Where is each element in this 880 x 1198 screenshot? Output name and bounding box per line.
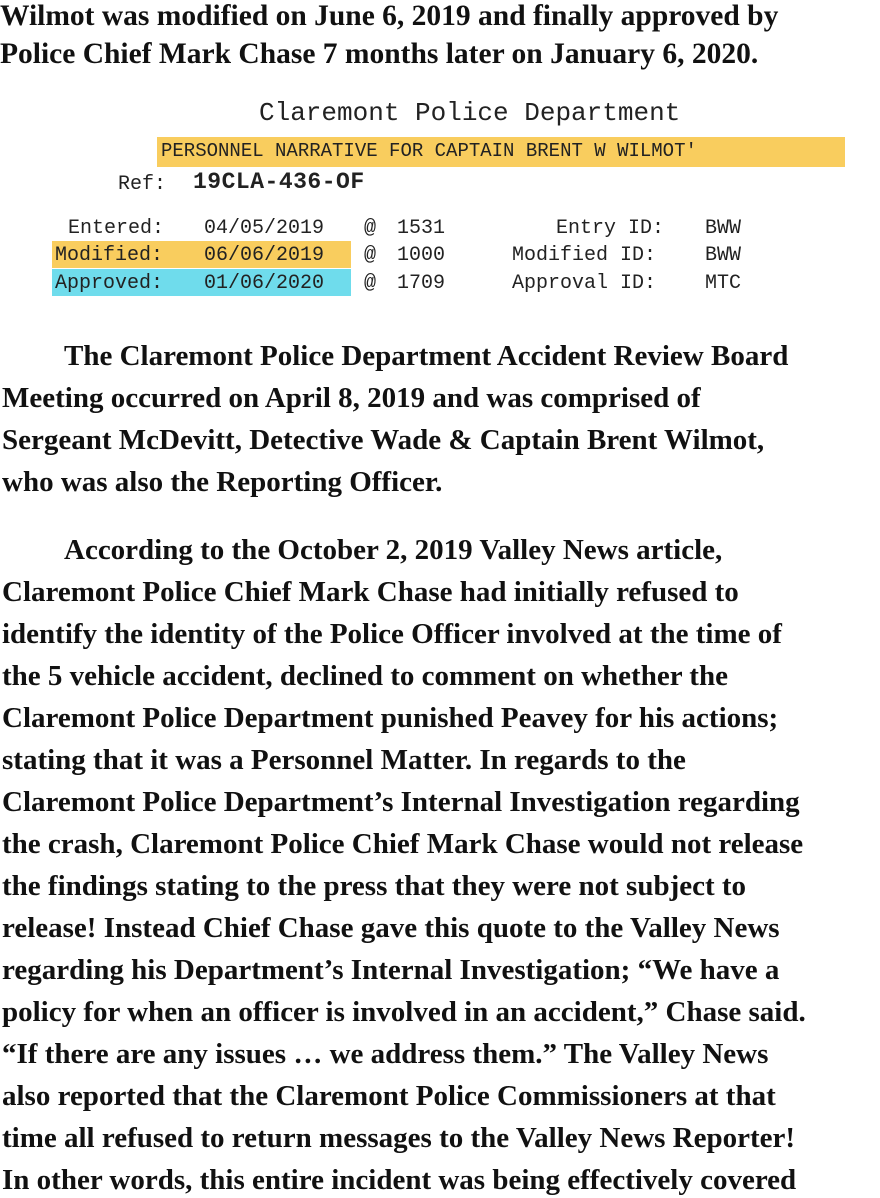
paragraph-line: Claremont Police Chief Mark Chase had initially refused to [2,576,739,608]
entered-at: @ [364,217,377,240]
paragraph-line: stating that it was a Personnel Matter. In regards to the [2,744,686,776]
entered-date: 04/05/2019 [204,217,325,240]
paragraph-line: Claremont Police Department punished Peavey for his actions; [2,702,779,734]
entered-time: 1531 [397,217,446,240]
paragraph-line: policy for when an officer is involved in an accident,” Chase said. [2,996,806,1028]
modified-id-label: Modified ID: [512,244,657,267]
modified-time: 1000 [397,244,446,267]
modified-date: 06/06/2019 [204,244,325,267]
paragraph-line: release! Instead Chief Chase gave this quote to the Valley News [2,912,780,944]
approved-at: @ [364,272,377,295]
entered-label: Entered: [68,217,165,240]
paragraph-line: time all refused to return messages to the Valley News Reporter! [2,1122,796,1154]
approved-date: 01/06/2020 [204,272,325,295]
modified-at: @ [364,244,377,267]
paragraph-line: “If there are any issues … we address them.” The Valley News [2,1038,769,1070]
department-heading: Claremont Police Department [259,98,681,128]
approved-label: Approved: [55,272,164,295]
narrative-title: PERSONNEL NARRATIVE FOR CAPTAIN BRENT W WILMOT' [161,140,697,162]
intro-line-2: Police Chief Mark Chase 7 months later on January 6, 2020. [0,38,759,70]
paragraph-line: The Claremont Police Department Accident Review Board [64,340,789,372]
paragraph-line: In other words, this entire incident was being effectively covered [2,1164,797,1196]
entry-id-label: Entry ID: [556,217,665,240]
approved-time: 1709 [397,272,446,295]
paragraph-line: Claremont Police Department’s Internal Investigation regarding [2,786,800,818]
paragraph-line: Sergeant McDevitt, Detective Wade & Captain Brent Wilmot, [2,424,765,456]
ref-label: Ref: [118,173,167,196]
modified-id-value: BWW [705,244,742,267]
modified-label: Modified: [55,244,164,267]
paragraph-line: the crash, Claremont Police Chief Mark Chase would not release [2,828,804,860]
paragraph-line: who was also the Reporting Officer. [2,466,443,498]
intro-line-1: Wilmot was modified on June 6, 2019 and finally approved by [0,0,779,32]
paragraph-line: the 5 vehicle accident, declined to comment on whether the [2,660,728,692]
ref-value: 19CLA-436-OF [193,169,365,195]
paragraph-line: the findings stating to the press that they were not subject to [2,870,747,902]
paragraph-line: regarding his Department’s Internal Investigation; “We have a [2,954,780,986]
paragraph-line: Meeting occurred on April 8, 2019 and was comprised of [2,382,701,414]
approval-id-label: Approval ID: [512,272,657,295]
paragraph-line: also reported that the Claremont Police Commissioners at that [2,1080,776,1112]
entry-id-value: BWW [705,217,742,240]
paragraph-line: identify the identity of the Police Officer involved at the time of [2,618,782,650]
approval-id-value: MTC [705,272,742,295]
paragraph-line: According to the October 2, 2019 Valley News article, [64,534,723,566]
